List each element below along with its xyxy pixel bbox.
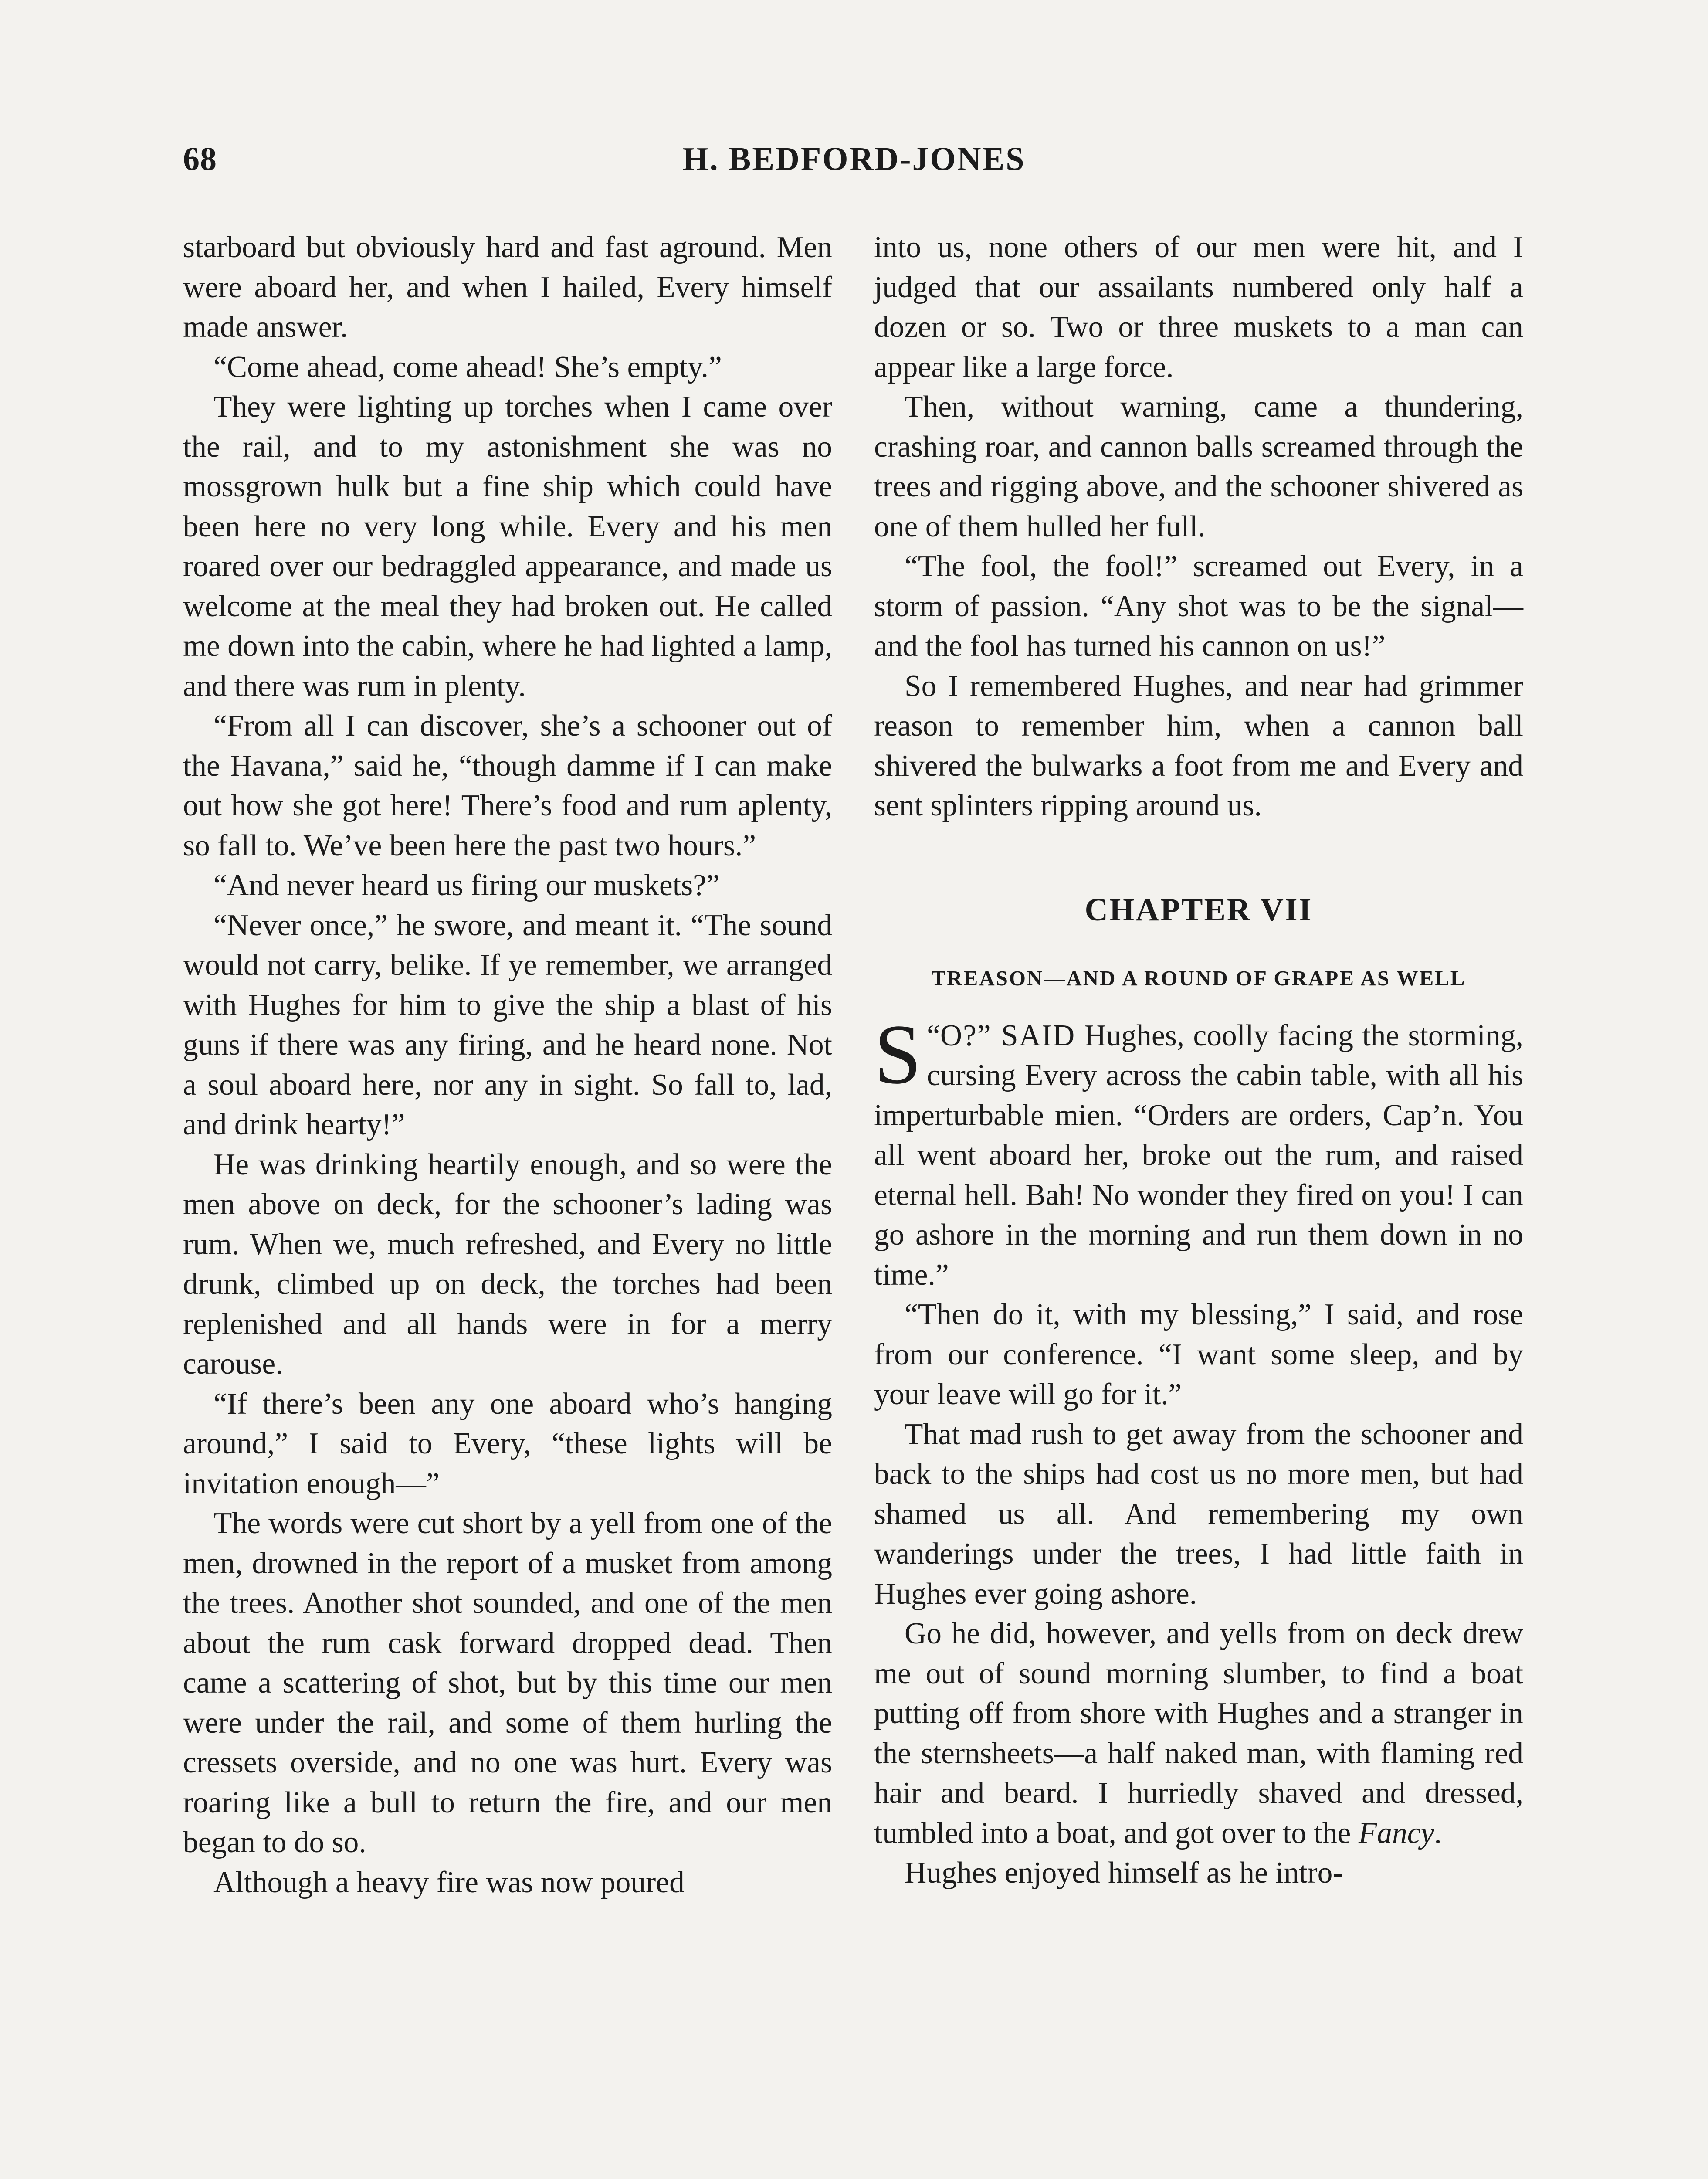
opening-text: Hughes, coolly facing the storming, cursing Every across the cabin table, with all his imperturbable mien. “Orders are orders, Cap’n. You all went aboard her, broke out the rum, and raised eternal hell. Bah! No wonder they fired on you! I can go ashore in the morning and run them down in no time.” <box>874 1018 1523 1292</box>
paragraph: “Then do it, with my blessing,” I said, and rose from our conference. “I want some sleep, and by your leave will go for it.” <box>874 1298 1523 1411</box>
paragraph: “Come ahead, come ahead! She’s empty.” <box>214 350 722 384</box>
paragraph: Although a heavy fire was now poured <box>214 1865 685 1899</box>
left-column <box>183 227 832 1902</box>
paragraph: Hughes enjoyed himself as he intro- <box>905 1856 1343 1890</box>
page-header <box>183 140 1525 193</box>
drop-cap: S <box>874 1007 922 1102</box>
paragraph: “The fool, the fool!” screamed out Every, in a storm of passion. “Any shot was to be the signal—and the fool has turned his cannon on us!” <box>874 550 1523 663</box>
paragraph: “And never heard us firing our muskets?” <box>214 869 720 902</box>
chapter-subtitle: TREASON—AND A ROUND OF GRAPE AS WELL <box>931 966 1466 990</box>
paragraph: Then, without warning, came a thundering, crashing roar, and cannon balls screamed through the trees and rigging above, and the schooner shivered as one of them hulled her full. <box>874 390 1523 543</box>
paragraph: “If there’s been any one aboard who’s hanging around,” I said to Every, “these lights will be invitation enough—” <box>183 1387 832 1500</box>
right-column <box>874 227 1523 1893</box>
opening-quote: “ <box>927 1018 940 1052</box>
paragraph: starboard but obviously hard and fast aground. Men were aboard her, and when I hailed, Every himself made answer. <box>183 231 832 344</box>
ship-name: Fancy <box>1358 1816 1434 1850</box>
running-head: H. BEDFORD-JONES <box>682 141 1026 177</box>
chapter-opening-paragraph <box>874 1007 1523 1295</box>
paragraph: “From all I can discover, she’s a schooner out of the Havana,” said he, “though damme if I can make out how she got here! There’s food and rum aplenty, so fall to. We’ve been here the past two hours.” <box>183 709 832 862</box>
paragraph: They were lighting up torches when I came over the rail, and to my astonishment she was no mossgrown hulk but a fine ship which could have been here no very long while. Every and his men roared over our bedraggled appearance, and made us welcome at the meal they had broken out. He called me down into the cabin, where he had lighted a lamp, and there was rum in plenty. <box>183 390 832 703</box>
page-number: 68 <box>183 141 217 177</box>
paragraph: “Never once,” he swore, and meant it. “The sound would not carry, belike. If ye remember, we arranged with Hughes for him to give the ship a blast of his guns if there was any firing, and he heard none. Not a soul aboard here, nor any in sight. So fall to, lad, and drink hearty!” <box>183 908 832 1141</box>
paragraph: So I remembered Hughes, and near had grimmer reason to remember him, when a cannon ball shivered the bulwarks a foot from me and Every and sent splinters ripping around us. <box>874 669 1523 822</box>
paragraph: into us, none others of our men were hit, and I judged that our assailants numbered only half a dozen or so. Two or three muskets to a man can appear like a large force. <box>874 231 1523 384</box>
paragraph <box>874 1614 1523 1853</box>
paragraph-end: . <box>1434 1816 1442 1850</box>
paragraph: The words were cut short by a yell from one of the men, drowned in the report of a musket from among the trees. Another shot sounded, and one of the men about the rum cask forward dropped dead. Then came a scattering of shot, but by this time our men were under the rail, and some of them hurling the cressets overside, and no one was hurt. Every was roaring like a bull to return the fire, and our men began to do so. <box>183 1507 832 1859</box>
chapter-title: CHAPTER VII <box>1084 892 1313 928</box>
lead-in-caps: O?” SAID <box>940 1018 1076 1052</box>
paragraph-text: Go he did, however, and yells from on deck drew me out of sound morning slumber, to find a boat putting off from shore with Hughes and a stranger in the sternsheets—a half naked man, with flaming red hair and beard. I hurriedly shaved and dressed, tumbled into a boat, and got over to the <box>874 1617 1523 1850</box>
paragraph: That mad rush to get away from the schooner and back to the ships had cost us no more men, but had shamed us all. And remembering my own wanderings under the trees, I had little faith in Hughes ever going ashore. <box>874 1417 1523 1611</box>
paragraph: He was drinking heartily enough, and so were the men above on deck, for the schooner’s lading was rum. When we, much refreshed, and Every no little drunk, climbed up on deck, the torches had been replenished and all hands were in for a merry carouse. <box>183 1147 832 1381</box>
